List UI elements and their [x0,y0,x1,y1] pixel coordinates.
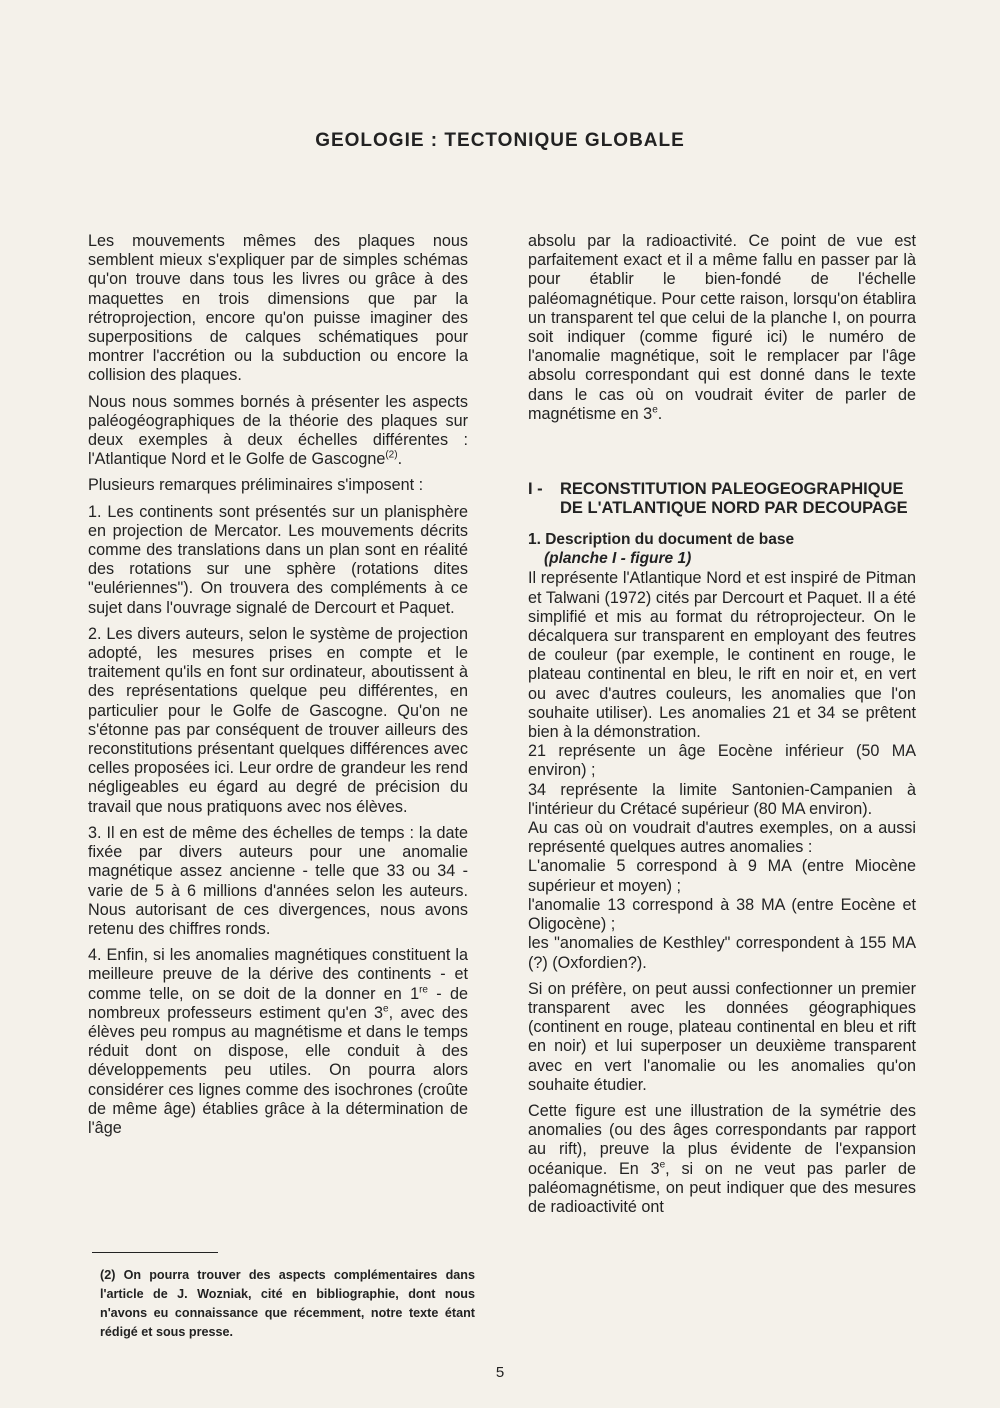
paragraph-text: 4. Enfin, si les anomalies magnétiques constituent la meilleure preuve de la dérive des continents - et comme telle, on se doit de la donner en 1 [88,946,468,1003]
section-number: I - [528,480,543,499]
footnote-divider [92,1252,218,1253]
superscript: e [652,404,658,416]
paragraph [88,393,468,470]
paragraph-text: , si on ne veut pas parler de paléomagnétisme, on peut indiquer que des mesures de radioactivité ont [528,1159,916,1216]
list-item-3: 3. Il en est de même des échelles de temps : la date fixée par divers auteurs pour une anomalie magnétique assez ancienne - telle que 33 ou 34 - varie de 5 à 6 millions d'années selon les auteurs. Nous autorisant de ces divergences, nous avons retenu des chiffres ronds. [88,823,468,938]
paragraph [528,232,916,424]
footnote: (2) On pourra trouver des aspects complémentaires dans l'article de J. Wozniak, cité en bibliographie, dont nous n'avons eu connaissance que récemment, notre texte étant rédigé et sous presse. [100,1268,475,1339]
superscript: e [659,1159,666,1171]
paragraph: 21 représente un âge Eocène inférieur (50 MA environ) ; [528,742,916,780]
subsection-heading: 1. Description du document de base [528,531,795,549]
section-title: RECONSTITUTION PALEOGEOGRAPHIQUE DE L'ATLANTIQUE NORD PAR DECOUPAGE [560,480,908,518]
footnote-ref: (2) [385,449,398,461]
paragraph-end: . [397,450,403,469]
left-column [88,232,468,1145]
right-column [528,232,916,1224]
paragraph: 34 représente la limite Santonien-Campanien à l'intérieur du Crétacé supérieur (80 MA environ). [528,780,916,818]
paragraph: l'anomalie 13 correspond à 38 MA (entre Eocène et Oligocène) ; [528,895,916,934]
superscript: e [383,1003,389,1015]
paragraph: Plusieurs remarques préliminaires s'imposent : [88,476,424,495]
paragraph-text: absolu par la radioactivité. Ce point de vue est parfaitement exact et il a même fallu en passer par là pour établir le bien-fondé de l'échelle paléomagnétique. Pour cette raison, lorsqu'on établira un transparent tel que celui de la planche I, on pourra soit indiquer (comme figuré ici) le numéro de l'anomalie magnétique, soit le remplacer par l'âge absolu correspondant qui est donné dans le texte dans le cas où on voudrait éviter de parler de magnétisme en 3 [528,232,916,423]
section-heading [528,480,916,518]
paragraph-text: , avec des élèves peu rompus au magnétisme et dans le temps réduit dont on dispose, elle conduit à des développements peu utiles. On pourra alors considérer ces lignes comme des isochrones (croûte de même âge) établies grâce à la détermination de l'âge [88,1003,468,1137]
paragraph: L'anomalie 5 correspond à 9 MA (entre Miocène supérieur et moyen) ; [528,857,916,895]
paragraph-text: Cette figure est une illustration de la symétrie des anomalies (ou des âges correspondants par rapport au rift), preuve la plus évidente de l'expansion océanique. En 3 [528,1101,916,1178]
paragraph: Il représente l'Atlantique Nord et est inspiré de Pitman et Talwani (1972) cités par Dercourt et Paquet. Il a été simplifié et mis au format du rétroprojecteur. On le décalquera sur transparent en employant des feutres de couleur (par exemple, le continent en rouge, le plateau continental en bleu, le rift en noir et, en vert ou avec d'autres couleurs, les anomalies que l'on souhaite utiliser). Les anomalies 21 et 34 se prêtent bien à la démonstration. [528,569,916,742]
list-item-1: 1. Les continents sont présentés sur un planisphère en projection de Mercator. Les mouvements décrits comme des translations dans un plan sont en réalité des rotations sur une sphère (rotations dites "eulériennes"). On trouvera des compléments à ce sujet dans l'ouvrage signalé de Dercourt et Paquet. [88,502,468,617]
paragraph: Au cas où on voudrait d'autres exemples, on a aussi représenté quelques autres anomalies : [528,819,916,857]
paragraph-text: - de nombreux professeurs estiment qu'en 3 [88,984,468,1022]
list-item-4 [88,946,468,1138]
paragraph [528,1102,916,1217]
paragraph-end: . [657,404,663,423]
page-number: 5 [495,1364,505,1381]
paragraph: les "anomalies de Kesthley" correspondent à 155 MA (?) (Oxfordien?). [528,934,916,972]
paragraph: Si on préfère, on peut aussi confectionner un premier transparent avec les données géographiques (continent en rouge, plateau continental en bleu et rift en noir) et lui superposer un deuxième transparent avec en vert l'anomalie ou les anomalies qu'on souhaite étudier. [528,979,916,1094]
figure-reference: (planche I - figure 1) [544,550,692,568]
paragraph-text: Nous nous sommes bornés à présenter les aspects paléogéographiques de la théorie des plaques sur deux exemples à deux échelles différentes : l'Atlantique Nord et le Golfe de Gascogne [88,392,468,469]
list-item-2: 2. Les divers auteurs, selon le système de projection adopté, les mesures prises en compte et le traitement qu'ils en font sur ordinateur, aboutissent à des représentations quelque peu différentes, en particulier pour le Golfe de Gascogne. Qu'on ne s'étonne pas par conséquent de trouver ailleurs des reconstitutions présentant quelques différences avec celles proposées ici. Leur ordre de grandeur les rend négligeables eu égard au degré de précision du travail que nous pratiquons avec nos élèves. [88,624,468,816]
page-title: GEOLOGIE : TECTONIQUE GLOBALE [315,130,685,151]
superscript: re [419,984,428,996]
paragraph: Les mouvements mêmes des plaques nous semblent mieux s'expliquer par de simples schémas qu'on trouve dans tous les livres ou grâce à des maquettes en trois dimensions que par la rétroprojection, encore qu'on puisse imaginer des superpositions de calques schématiques pour montrer l'accrétion ou la subduction ou encore la collision des plaques. [88,232,468,385]
